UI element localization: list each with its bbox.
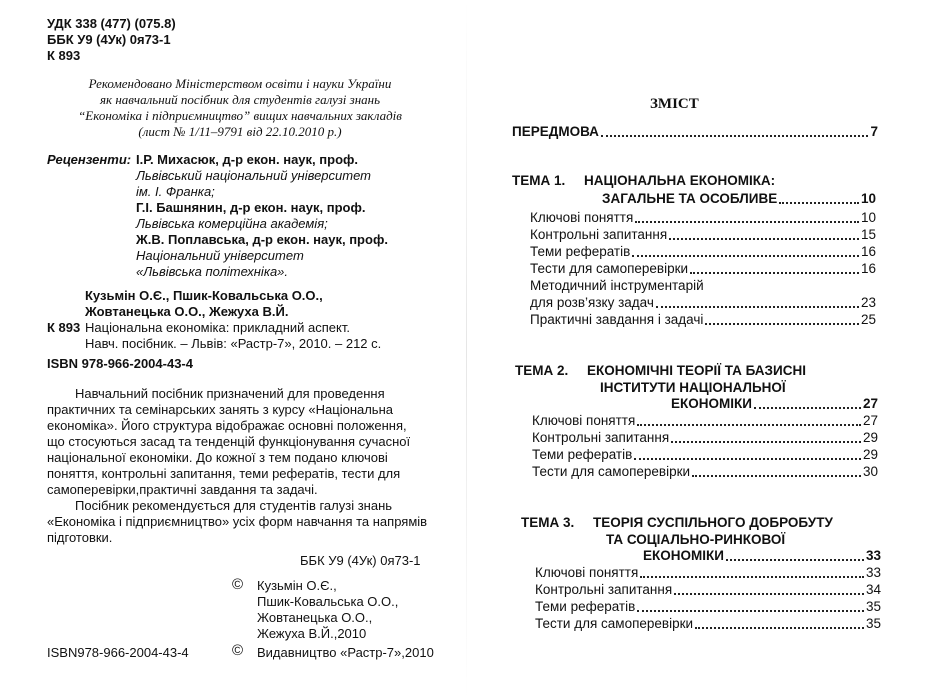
topic-title-line: ЕКОНОМІКИ	[671, 396, 752, 411]
topic-title-line: ТА СОЦІАЛЬНО-РИНКОВОЇ	[606, 532, 786, 547]
toc-entry-page: 30	[862, 464, 878, 479]
topic-prefix: ТЕМА 3.	[521, 515, 575, 530]
book-title-line: Національна економіка: прикладний аспект.	[85, 320, 350, 335]
toc-entry-label: Теми рефератів	[532, 447, 633, 462]
toc-entry	[535, 599, 881, 615]
catalog-code: К 893	[47, 48, 81, 63]
topic-title-line: НАЦІОНАЛЬНА ЕКОНОМІКА:	[584, 173, 776, 188]
annotation-line: практичних та семінарських занять з курсу «Національна	[47, 402, 393, 417]
toc-entry-label: Теми рефератів	[530, 244, 631, 259]
topic-prefix: ТЕМА 2.	[515, 363, 569, 378]
isbn-bottom: ISBN978-966-2004-43-4	[47, 645, 189, 660]
toc-entry-page: 27	[862, 413, 878, 428]
topic-title-line: ТЕОРІЯ СУСПІЛЬНОГО ДОБРОБУТУ	[593, 515, 833, 530]
toc-entry	[535, 582, 881, 598]
reviewer-name: Ж.В. Поплавська, д-р екон. наук, проф.	[136, 232, 388, 247]
isbn-top: ISBN 978-966-2004-43-4	[47, 356, 193, 371]
reviewer-name: І.Р. Михасюк, д-р екон. наук, проф.	[136, 152, 358, 167]
toc-entry	[530, 244, 876, 260]
toc-entry-page: 25	[860, 312, 876, 327]
toc-entry	[530, 210, 876, 226]
toc-entry-page: 35	[865, 599, 881, 614]
topic-heading-entry	[643, 548, 881, 564]
publication-line: Навч. посібник. – Львів: «Растр-7», 2010. – 212 с.	[85, 336, 382, 351]
udk-code: УДК 338 (477) (075.8)	[47, 16, 176, 31]
toc-entry-label: Теми рефератів	[535, 599, 636, 614]
toc-entry-label: Тести для самоперевірки	[532, 464, 691, 479]
recommendation-line: Рекомендовано Міністерством освіти і науки України	[88, 76, 392, 91]
toc-entry-label: для розв’язку задач	[530, 295, 654, 310]
topic-heading-entry	[671, 396, 878, 412]
toc-entry-page: 10	[860, 191, 876, 206]
topic-title-line: ЗАГАЛЬНЕ ТА ОСОБЛИВЕ	[602, 191, 778, 206]
recommendation-line: “Економіка і підприємництво” вищих навчальних закладів	[78, 108, 402, 123]
toc-entry-label: Ключові поняття	[530, 210, 634, 225]
toc-entry-label: Контрольні запитання	[530, 227, 668, 242]
toc-entry-label: Методичний інструментарій	[530, 278, 704, 293]
toc-entry	[535, 616, 881, 632]
toc-entry-label: Тести для самоперевірки	[535, 616, 694, 631]
toc-entry-page: 16	[860, 244, 876, 259]
toc-entry-page: 33	[865, 565, 881, 580]
toc-entry-label: Контрольні запитання	[535, 582, 673, 597]
toc-entry-page: 29	[862, 447, 878, 462]
copyright-author: Пшик-Ковальська О.О.,	[257, 594, 399, 609]
recommendation-line: як навчальний посібник для студентів галузі знань	[99, 92, 381, 107]
annotation-line: підготовки.	[47, 530, 113, 545]
toc-entry-page: 10	[860, 210, 876, 225]
toc-entry-page: 35	[865, 616, 881, 631]
toc-entry-page: 15	[860, 227, 876, 242]
copyright-symbol: ©	[232, 576, 244, 593]
toc-entry-label: Ключові поняття	[532, 413, 636, 428]
toc-entry-page: 33	[865, 548, 881, 563]
authors-line: Кузьмін О.Є., Пшик-Ковальська О.О.,	[85, 288, 323, 303]
copyright-author: Жежуха В.Й.,2010	[257, 626, 367, 641]
annotation-line: Посібник рекомендується для студентів галузі знань	[75, 498, 393, 513]
catalog-code-side: К 893	[47, 320, 81, 335]
toc-entry	[530, 261, 876, 277]
toc-entry	[532, 464, 878, 480]
toc-entry-page: 27	[862, 396, 878, 411]
toc-entry	[535, 565, 881, 581]
toc-entry	[530, 295, 876, 311]
toc-entry-label: Ключові поняття	[535, 565, 639, 580]
reviewer-name: Г.І. Башнянин, д-р екон. наук, проф.	[136, 200, 366, 215]
book-gutter	[466, 0, 467, 700]
toc-entry-label: Контрольні запитання	[532, 430, 670, 445]
copyright-author: Жовтанецька О.О.,	[257, 610, 373, 625]
authors-line: Жовтанецька О.О., Жежуха В.Й.	[85, 304, 289, 319]
copyright-author: Кузьмін О.Є.,	[257, 578, 337, 593]
toc-entry	[532, 447, 878, 463]
toc-entry-label: Тести для самоперевірки	[530, 261, 689, 276]
reviewer-affiliation: Львівська комерційна академія;	[136, 216, 328, 231]
annotation-line: що стосуються засад та тенденцій функціонування сучасної	[47, 434, 411, 449]
reviewer-affiliation: Національний університет	[136, 248, 304, 263]
reviewer-affiliation: Львівський національний університет	[136, 168, 372, 183]
reviewer-affiliation: ім. І. Франка;	[136, 184, 215, 199]
toc-entry	[532, 430, 878, 446]
topic-prefix: ТЕМА 1.	[512, 173, 566, 188]
toc-entry	[532, 413, 878, 429]
toc-entry	[530, 227, 876, 243]
toc-entry-label: Практичні завдання і задачі	[530, 312, 704, 327]
toc-entry-page: 16	[860, 261, 876, 276]
toc-entry-page: 34	[865, 582, 881, 597]
recommendation-line: (лист № 1/11–9791 від 22.10.2010 р.)	[138, 124, 342, 139]
topic-title-line: ЕКОНОМІКИ	[643, 548, 724, 563]
copyright-publisher: Видавництво «Растр-7»,2010	[257, 645, 434, 660]
bbk-bottom: ББК У9 (4Ук) 0я73-1	[300, 553, 421, 568]
annotation-line: «Економіка і підприємництво» усіх форм навчання та напрямів	[47, 514, 428, 529]
topic-title-line: ІНСТИТУТИ НАЦІОНАЛЬНОЇ	[600, 380, 786, 395]
copyright-symbol: ©	[232, 642, 244, 659]
toc-entry-page: 23	[860, 295, 876, 310]
topic-title-line: ЕКОНОМІЧНІ ТЕОРІЇ ТА БАЗИСНІ	[587, 363, 806, 378]
reviewers-label: Рецензенти:	[47, 152, 132, 167]
annotation-line: поняття, контрольні запитання, теми рефератів, тести для	[47, 466, 401, 481]
annotation-line: Навчальний посібник призначений для проведення	[75, 386, 385, 401]
toc-entry-preface	[512, 124, 878, 140]
reviewer-affiliation: «Львівська політехніка».	[136, 264, 289, 279]
annotation-line: національної економіки. До кожної з тем подано ключові	[47, 450, 388, 465]
toc-entry	[530, 312, 876, 328]
annotation-line: економіка». Його структура відображає основні положення,	[47, 418, 407, 433]
toc-entry-label: ПЕРЕДМОВА	[512, 124, 599, 139]
annotation-line: самоперевірки,практичні завдання та задачі.	[47, 482, 318, 497]
bbk-code: ББК У9 (4Ук) 0я73-1	[47, 32, 171, 47]
toc-entry-page: 7	[870, 124, 878, 139]
toc-entry-page: 29	[862, 430, 878, 445]
topic-heading-entry	[602, 191, 876, 207]
toc-title: ЗМІСТ	[650, 96, 699, 112]
